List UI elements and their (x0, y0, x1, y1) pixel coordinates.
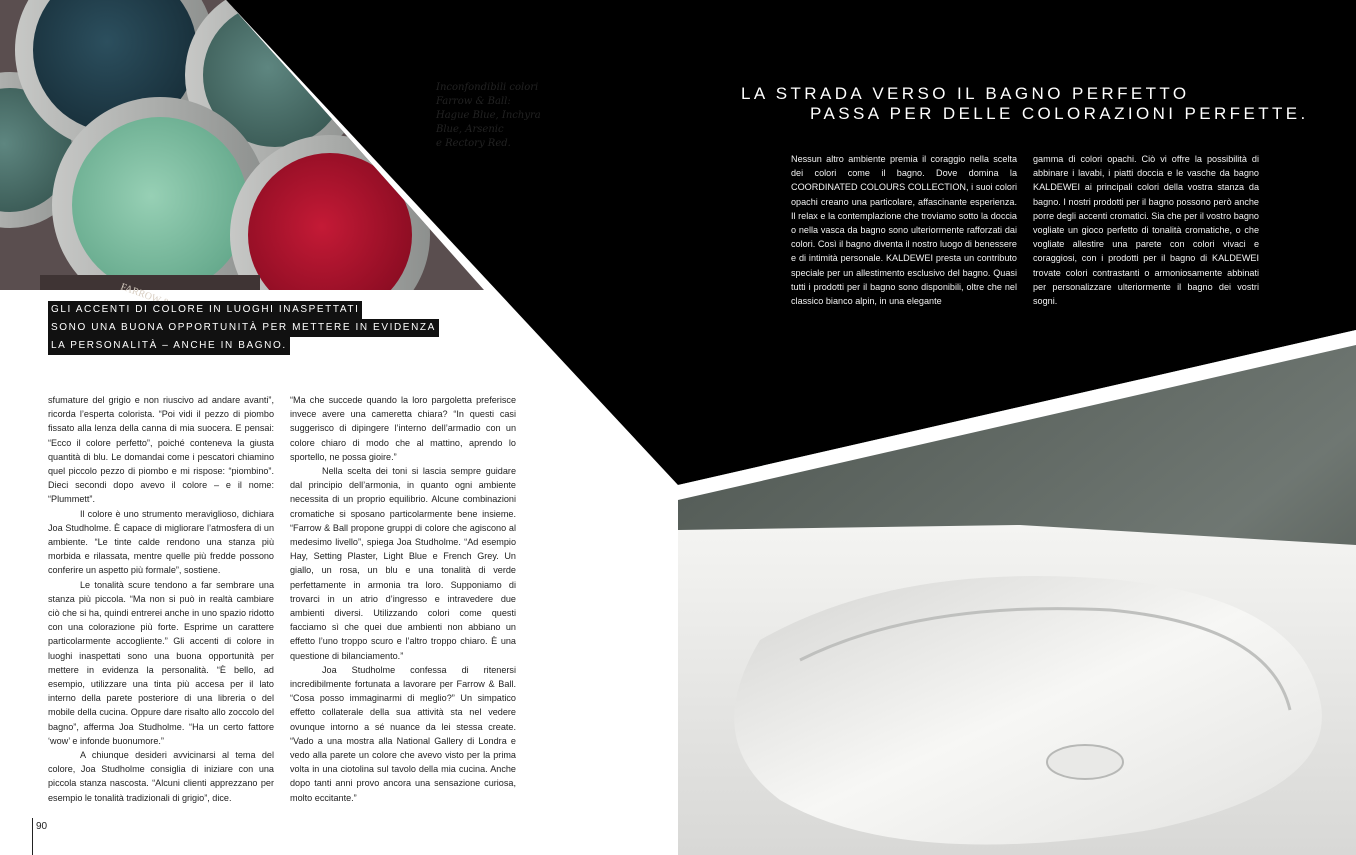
headline-line-2: PASSA PER DELLE COLORAZIONI PERFETTE. (810, 104, 1309, 123)
caption-line: e Rectory Red. (436, 138, 511, 149)
paragraph: Joa Studholme confessa di ritenersi incredibilmente fortunata a lavorare per Farrow & Ball. “Cosa posso immaginarmi di meglio?” Un simpatico effetto collaterale della sua attività sta nel vedere ovunque intorno a sé nuance da lei stessa create. “Vado a una mostra alla National Gallery di Londra e vedo alla parete un colore che avevo visto per la prima volta in una ciotolina sul tavolo della mia cucina. Anche dopo tanti anni provo ancora una sensazione curiosa, molto eccitante.” (290, 664, 516, 803)
paragraph: A chiunque desideri avvicinarsi al tema del colore, Joa Studholme consiglia di iniziare con una piccola stanza nascosta. “Alcuni clienti apprezzano per esempio le tonalità tradizionali di grigio”, dice. (48, 750, 274, 803)
paragraph: Il colore è uno strumento meraviglioso, dichiara Joa Studholme. È capace di migliorare l’atmosfera di un ambiente. “Le tinte calde rendono una stanza più morbida e rilassata, mentre quelle più fredde possono conferire un aspetto più formale”, sostiene. (48, 508, 274, 576)
intro-column-1: Nessun altro ambiente premia il coraggio nella scelta dei colori come il bagno. Dove domina la COORDINATED COLOURS COLLECTION, i suoi colori opachi creano una particolare, affascinante esperienza. Il relax e la contemplazione che troviamo sotto la doccia o nella vasca da bagno sono ulteriormente rafforzati dai colori. Così il bagno diventa il nostro luogo di benessere e di intimità personale. KALDEWEI presta un contributo speciale per un allestimento esclusivo del bagno. Quasi tutti i prodotti per il bagno sono disponibili, oltre che nel classico bianco alpin, in una elegante (791, 154, 1017, 307)
intro-column-2: gamma di colori opachi. Ciò vi offre la possibilità di abbinare i lavabi, i piatti doccia e le vasche da bagno KALDEWEI ai principali colori della vostra stanza da bagno. I nostri prodotti per il bagno possono però anche porre degli accenti cromatici. Sia che per il vostro bagno vogliate un gioco perfetto di tonalità cromatiche, o che vogliate allestire una parete con colori vivaci e coraggiosi, con i prodotti per il bagno di KALDEWEI trovate colori contrastanti o armoniosamente abbinati per personalizzare ulteriormente il bagno dei vostri sogni. (1033, 154, 1259, 307)
pull-quote (48, 301, 439, 355)
body-column-2 (290, 393, 516, 805)
pull-quote-line: GLI ACCENTI DI COLORE IN LUOGHI INASPETTATI (48, 301, 362, 319)
paragraph: Le tonalità scure tendono a far sembrare una stanza più piccola. “Ma non si può in realtà cambiare ciò che si ha, quindi entrerei anche in uno spazio ridotto con una colorazione più forte. Esprime un carattere particolarmente accogliente.” Gli accenti di colore in luoghi inaspettati sono una buona opportunità per mettere in evidenza la personalità. “È bello, ad esempio, utilizzare una tinta più accesa per il lato interno della parete posteriore di una libreria o del mobile della cucina. Oppure dare risalto allo zoccolo del bagno”, afferma Joa Studholme. “Ha un certo fattore ‘wow’ e infonde buonumore.” (48, 579, 274, 746)
caption-line: Blue, Arsenic (436, 124, 504, 135)
paragraph: sfumature del grigio e non riuscivo ad andare avanti”, ricorda l’esperta colorista. “Poi vidi il pezzo di piombo fissato alla lenza della canna di mia suocera. E pensai: “Ecco il colore perfetto”, poiché conteneva la giusta quantità di blu. Le domandai come i pescatori chiamino quel piccolo pezzo di piombo e mi rispose: “piombino”. Dieci secondi dopo avevo il colore – e il nome: “Plummett”. (48, 395, 274, 505)
paragraph: Nella scelta dei toni si lascia sempre guidare dal principio dell’armonia, in quanto ogni ambiente necessita di un proprio equilibrio. Alcune combinazioni cromatiche si sposano particolarmente bene insieme. “Farrow & Ball propone gruppi di colore che agiscono al medesimo livello”, spiega Joa Studholme. “Ad esempio Hay, Setting Plaster, Light Blue e French Grey. Un giallo, un rosa, un blu e una tonalità di verde perfettamente in armonia tra loro. Supponiamo di trovarci in un atrio d’ingresso e intravedere due ambienti diversi. Utilizzando colori come questi facciamo sì che quei due ambienti non abbiano un effetto l’uno troppo scuro e l’altro troppo chiaro. È una questione di bilanciamento.” (290, 466, 516, 661)
caption-line: Farrow & Ball: (436, 96, 511, 107)
page-number-rule (32, 818, 33, 855)
photo-caption (436, 81, 566, 151)
page-number: 90 (36, 821, 48, 832)
paragraph: “Ma che succede quando la loro pargoletta preferisce invece avere una cameretta chiara? “In questi casi suggerisco di dipingere l’interno dell’armadio con un colore chiaro di modo che al mattino, aprendo lo sportello, ne possa gioire.” (290, 395, 516, 462)
article-headline (741, 84, 1309, 124)
body-column-1 (48, 393, 274, 805)
caption-line: Hague Blue, Inchyra (436, 110, 541, 121)
caption-line: Inconfondibili colori (436, 82, 539, 93)
pull-quote-line: SONO UNA BUONA OPPORTUNITÀ PER METTERE IN EVIDENZA (48, 319, 439, 337)
pull-quote-line: LA PERSONALITÀ – ANCHE IN BAGNO. (48, 337, 290, 355)
headline-line-1: LA STRADA VERSO IL BAGNO PERFETTO (741, 84, 1190, 103)
